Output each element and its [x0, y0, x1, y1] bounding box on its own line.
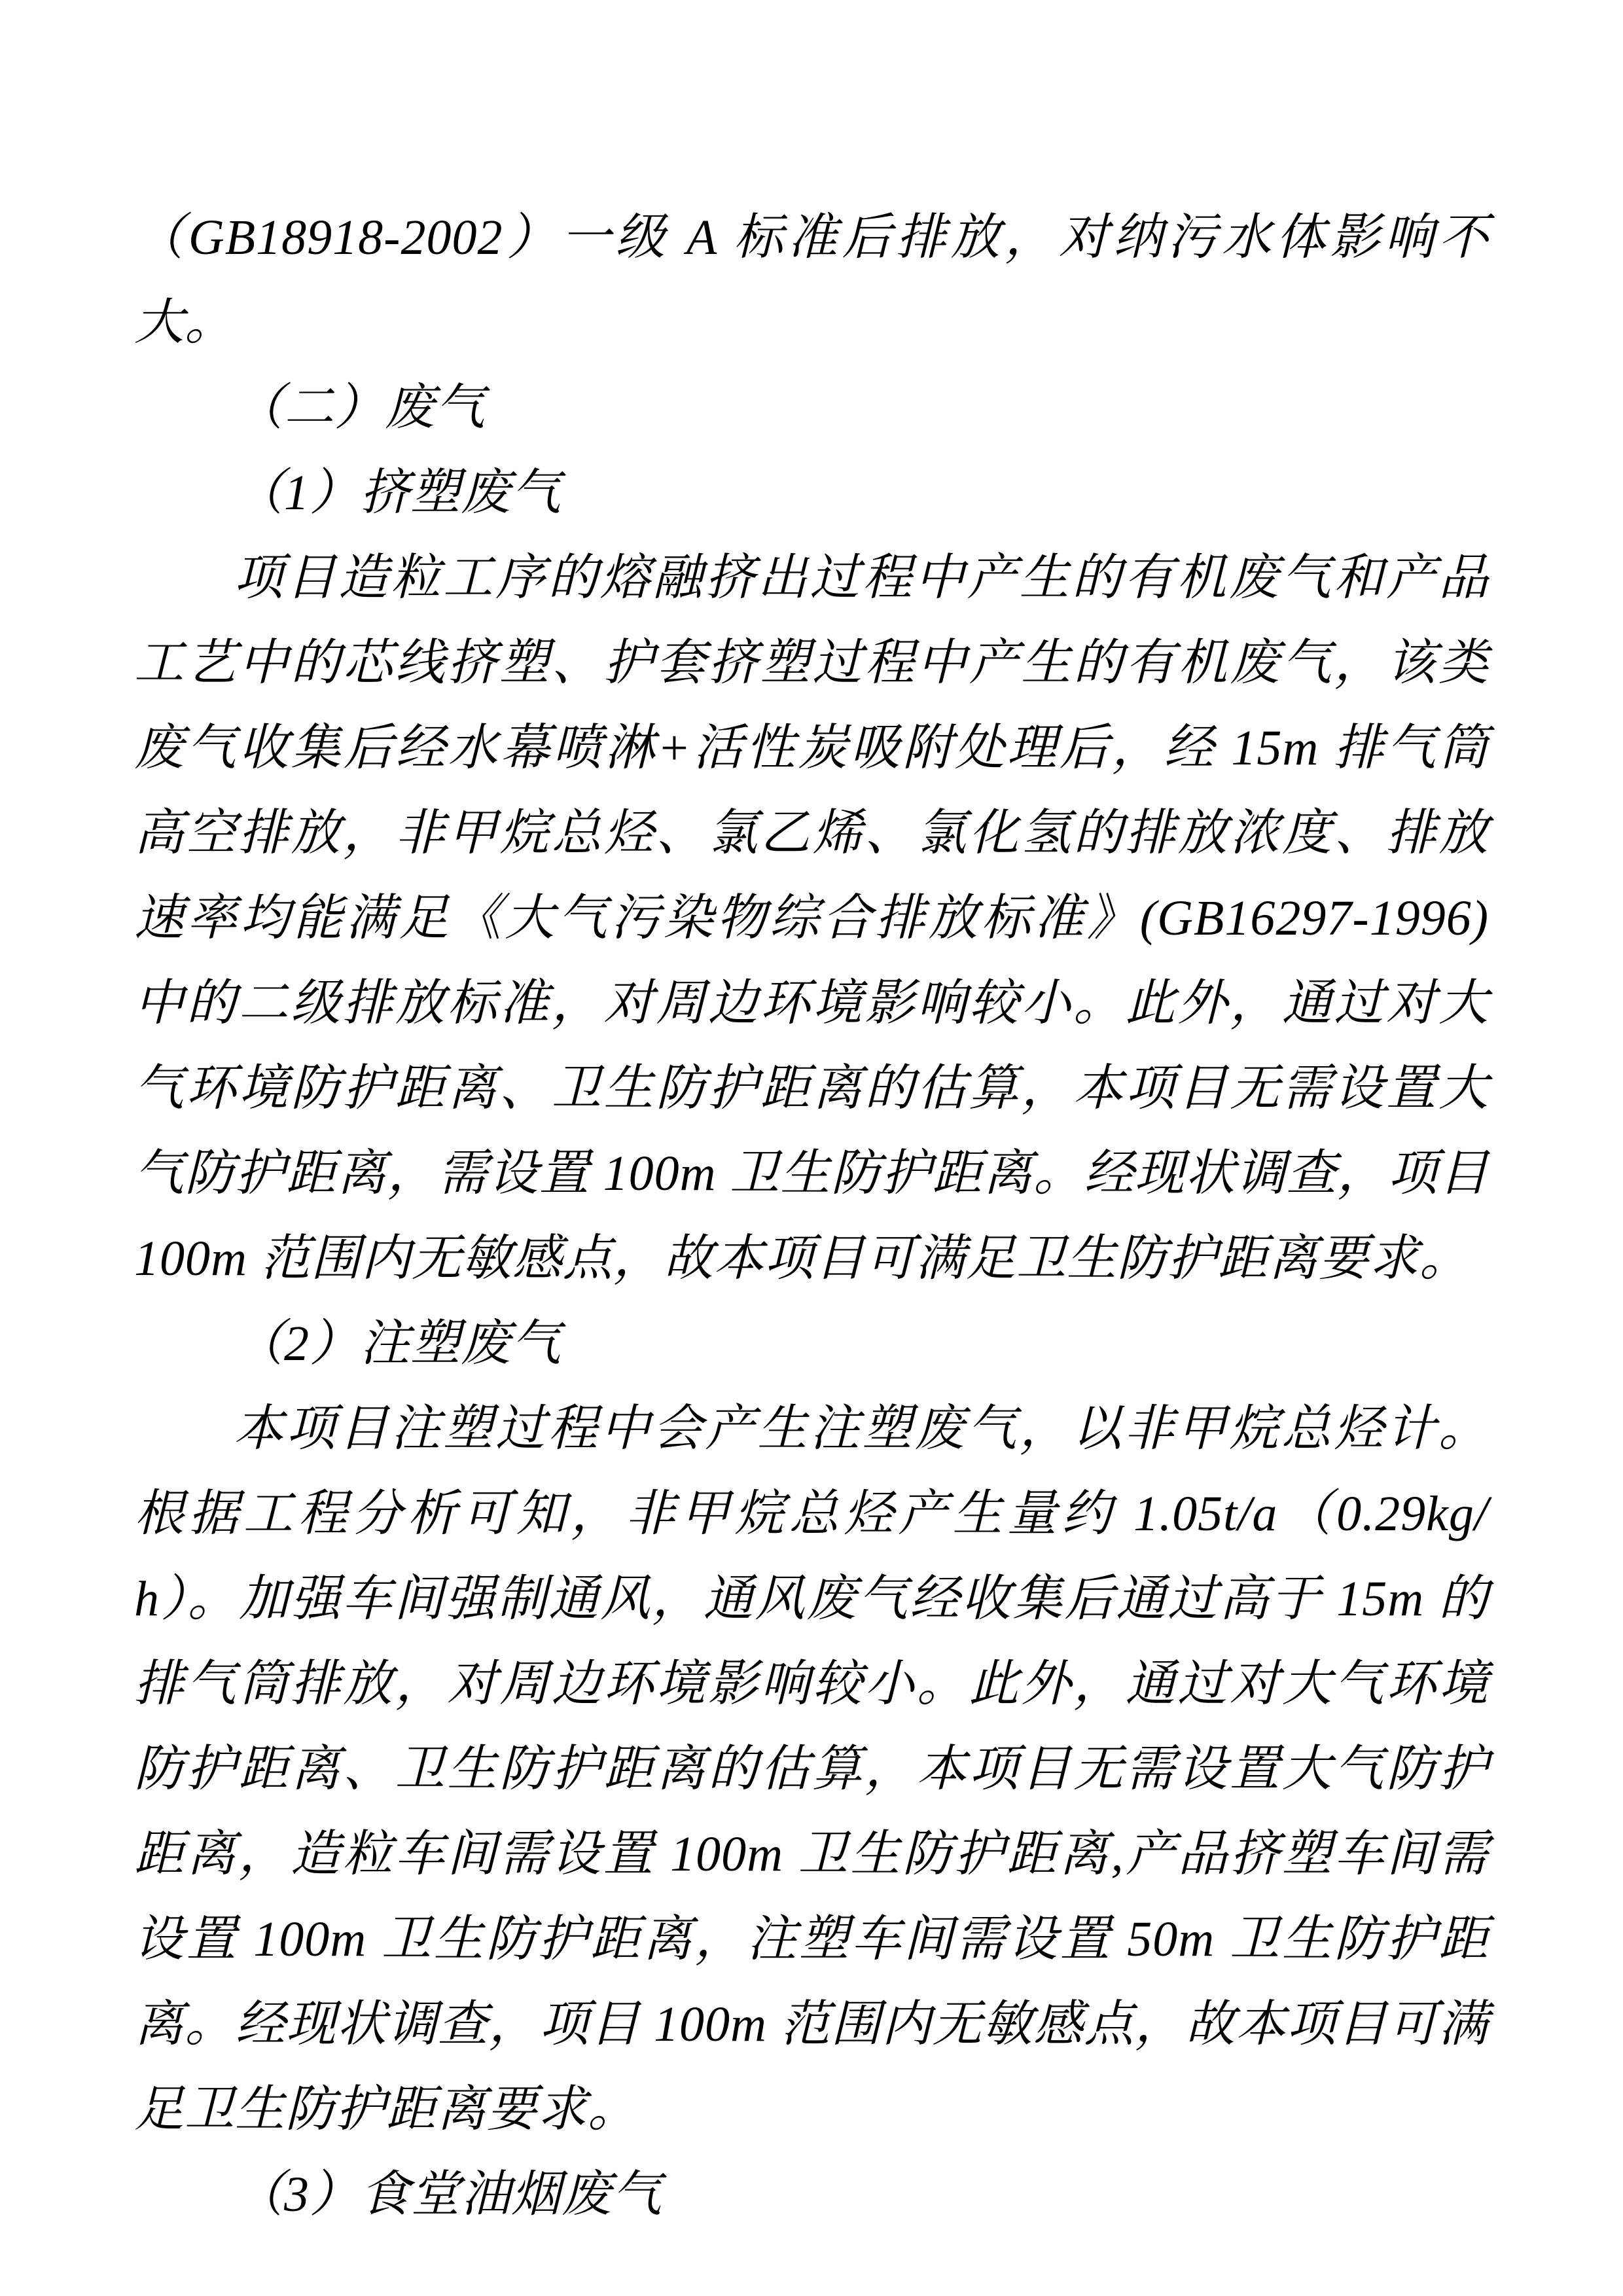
heading-item-3-canteen-fume-waste-gas: （3）食堂油烟废气 — [234, 2167, 662, 2222]
paragraph-extrusion-waste-gas-body: 项目造粒工序的熔融挤出过程中产生的有机废气和产品工艺中的芯线挤塑、护套挤塑过程中产生的有机废气，该类废气收集后经水幕喷淋+活性炭吸附处理后，经 15m 排气筒高空排放，非甲烷总烃、氯乙烯、氯化氢的排放浓度、排放速率均能满足《大气污染物综合排放标准》(GB16297-1996)中的二级排放标准，对周边环境影响较小。此外，通过对大气环境防护距离、卫生防护距离的估算，本项目无需设置大气防护距离，需设置 100m 卫生防护距离。经现状调查，项目 100m 范围内无敏感点，故本项目可满足卫生防护距离要求。 — [134, 550, 1489, 1286]
heading-item-2-injection-waste-gas: （2）注塑废气 — [234, 1316, 562, 1371]
paragraph-injection-waste-gas-body: 本项目注塑过程中会产生注塑废气，以非甲烷总烃计。根据工程分析可知，非甲烷总烃产生量约 1.05t/a（0.29kg/h）。加强车间强制通风，通风废气经收集后通过高于 15m 的排气筒排放，对周边环境影响较小。此外，通过对大气环境防护距离、卫生防护距离的估算，本项目无需设置大气防护距离，造粒车间需设置 100m 卫生防护距离,产品挤塑车间需设置 100m 卫生防护距离，注塑车间需设置 50m 卫生防护距离。经现状调查，项目 100m 范围内无敏感点，故本项目可满足卫生防护距离要求。 — [134, 1401, 1489, 2137]
heading-item-1-extrusion-waste-gas: （1）挤塑废气 — [234, 465, 562, 520]
paragraph-continuation-gb18918: （GB18918-2002）一级 A 标准后排放，对纳污水体影响不大。 — [134, 210, 1489, 350]
heading-section-2-waste-gas: （二）废气 — [234, 380, 486, 435]
